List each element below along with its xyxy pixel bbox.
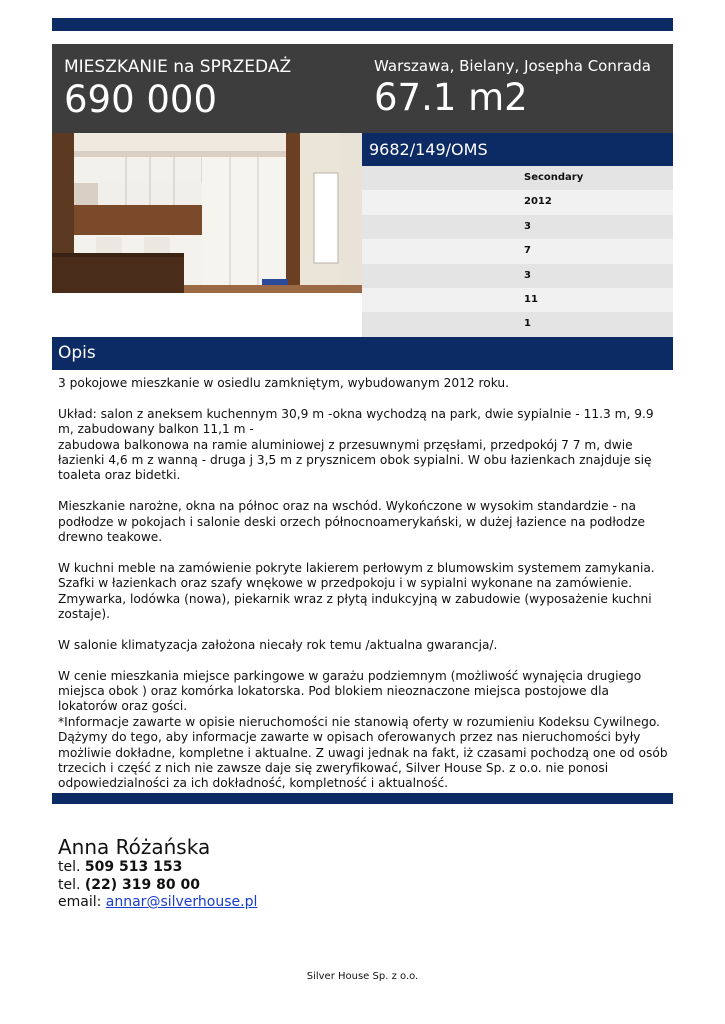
detail-row	[362, 190, 673, 214]
detail-value: Secondary	[524, 172, 584, 183]
detail-row	[362, 312, 673, 336]
detail-value: 1	[524, 318, 531, 330]
description-body	[58, 376, 668, 792]
kitchen-photo-illustration	[52, 133, 362, 293]
details-table	[362, 166, 673, 337]
email-label: email:	[58, 894, 102, 910]
reference-number-bar: 9682/149/OMS	[362, 133, 673, 166]
header-left	[64, 56, 291, 122]
detail-value: 2012	[524, 196, 552, 208]
footer-company: Silver House Sp. z o.o.	[306, 971, 419, 982]
property-photo	[52, 133, 362, 293]
agent-email-link[interactable]: annar@silverhouse.pl	[105, 894, 258, 910]
listing-area: 67.1 m2	[374, 76, 528, 119]
phone-label: tel.	[58, 859, 81, 875]
detail-row	[362, 239, 673, 263]
phone-number-mobile[interactable]: 509 513 153	[84, 859, 183, 875]
top-accent-bar	[52, 18, 673, 31]
detail-value: 7	[524, 245, 531, 257]
detail-value: 11	[524, 293, 538, 305]
listing-price: 690 000	[64, 78, 218, 121]
detail-row	[362, 215, 673, 239]
agent-email-line	[58, 894, 257, 912]
header-right	[374, 56, 651, 120]
detail-row	[362, 166, 673, 190]
listing-type: MIESZKANIE na SPRZEDAŻ	[64, 57, 292, 77]
phone-label: tel.	[58, 876, 81, 893]
detail-value: 3	[524, 220, 531, 232]
section-title-description: Opis	[52, 337, 673, 370]
description-paragraph: Mieszkanie narożne, okna na północ oraz na wschód. Wykończone w wysokim standardzie - na podłodze w pokojach i salonie deski orzech północnoamerykański, w dużej łazience na podłodze drewno teakowe.	[58, 499, 649, 545]
listing-location: Warszawa, Bielany, Josepha Conrada	[374, 57, 651, 75]
description-paragraph: W cenie mieszkania miejsce parkingowe w garażu podziemnym (możliwość wynajęcia drugiego miejsca obok ) oraz komórka lokatorska. Pod blokiem nieoznaczone miejsca postojowe dla lokatorów oraz gości. *Informacje zawarte w opisie nieruchomości nie stanowią oferty w rozumieniu Kodeksu Cywilnego. Dążymy do tego, aby informacje zawarte w opisach oferowanych przez nas nieruchomości były możliwie dokładne, kompletne i aktualne. Z uwagi jednak na fakt, iż czasami pochodzą one od osób trzecich i część z nich nie zawsze daje się zweryfikować, Silver House Sp. z o.o. nie ponosi odpowiedzialności za ich dokładność, kompletność i aktualność.	[58, 668, 668, 791]
description-paragraph: 3 pokojowe mieszkanie w osiedlu zamkniętym, wybudowanym 2012 roku.	[58, 376, 509, 390]
agent-phone-office	[58, 877, 257, 895]
agent-phone-mobile	[58, 859, 257, 877]
description-paragraph: W kuchni meble na zamówienie pokryte lakierem perłowym z blumowskim systemem zamykania. Szafki w łazienkach oraz szafy wnękowe w przedpokoju i w sypialni wykonane na zamówienie. Zmywarka, lodówka (nowa), piekarnik wraz z płytą indukcyjną w zabudowie (wyposażenie kuchni zostaje).	[58, 560, 659, 622]
phone-number-office[interactable]: (22) 319 80 00	[84, 876, 200, 893]
description-paragraph: W salonie klimatyzacja założona niecały rok temu /aktualna gwarancja/.	[58, 637, 498, 652]
bottom-accent-bar	[52, 793, 673, 804]
detail-value: 3	[524, 269, 531, 281]
detail-row	[362, 264, 673, 288]
detail-row	[362, 288, 673, 312]
agent-contact	[58, 835, 257, 912]
description-paragraph: Układ: salon z aneksem kuchennym 30,9 m -okna wychodzą na park, dwie sypialnie - 11.3 m, 9.9 m, zabudowany balkon 11,1 m - zabudowa balkonowa na ramie aluminiowej z przesuwnymi przęsłami, przedpokój 7 7 m, dwie łazienki 4,6 m z wanną - druga j 3,5 m z prysznicem obok sypialni. W obu łazienkach znajduje się toaleta oraz bidetki.	[58, 406, 654, 483]
agent-name: Anna Różańska	[58, 835, 211, 859]
listing-header	[52, 44, 673, 133]
